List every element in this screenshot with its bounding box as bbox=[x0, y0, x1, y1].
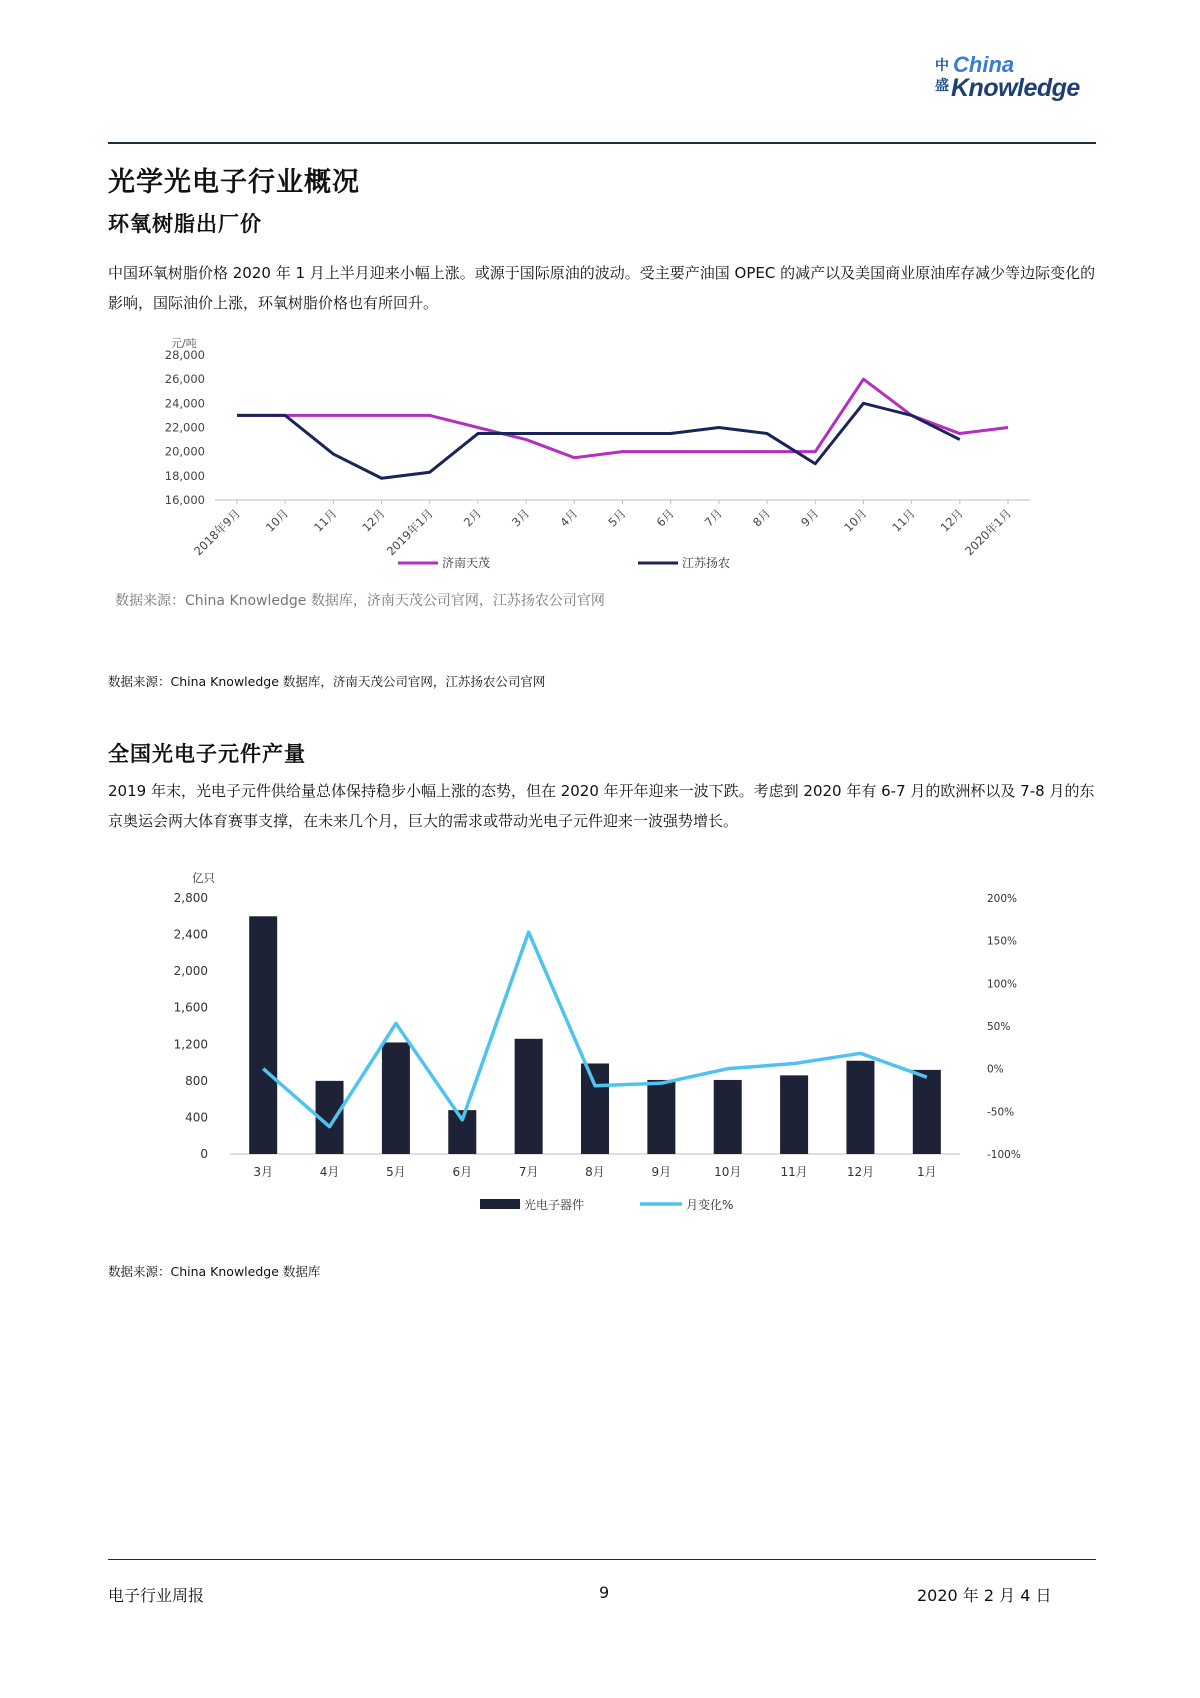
section-paragraph-epoxy: 中国环氧树脂价格 2020 年 1 月上半月迎来小幅上涨。或源于国际原油的波动。受主要产油国 OPEC 的减产以及美国商业原油库存减少等边际变化的影响，国际油价上涨，环氧树脂价格也有所回升。 bbox=[108, 264, 1096, 312]
logo-chinese-mark: 中 盛 bbox=[935, 58, 949, 94]
y-tick-label: 16,000 bbox=[164, 493, 205, 507]
legend-label: 光电子器件 bbox=[524, 1198, 585, 1212]
data-source-components: 数据来源：China Knowledge 数据库 bbox=[108, 1264, 321, 1279]
bar bbox=[647, 1080, 675, 1154]
page-title: 光学光电子行业概况 bbox=[108, 167, 360, 198]
y-tick-label: 0 bbox=[200, 1147, 208, 1161]
footer-date: 2020 年 2 月 4 日 bbox=[917, 1586, 1052, 1605]
x-tick-label: 3月 bbox=[509, 506, 533, 530]
x-tick-label: 12月 bbox=[937, 506, 966, 535]
x-tick-label: 5月 bbox=[386, 1165, 406, 1179]
y-tick-label: 28,000 bbox=[164, 348, 205, 362]
section-paragraph-components: 2019 年末，光电子元件供给量总体保持稳步小幅上涨的态势，但在 2020 年开年迎来一波下跌。考虑到 2020 年有 6-7 月的欧洲杯以及 7-8 月的东京奥运会两大体育赛事支撑，在未来几个月，巨大的需求或带动光电子元件迎来一波强势增长。 bbox=[108, 782, 1095, 830]
x-tick-label: 11月 bbox=[889, 506, 918, 535]
footer-divider bbox=[108, 1559, 1096, 1560]
y2-tick-label: 200% bbox=[987, 893, 1018, 905]
x-tick-label: 6月 bbox=[452, 1165, 473, 1179]
legend-label: 江苏扬农 bbox=[682, 556, 731, 570]
x-tick-label: 10月 bbox=[714, 1165, 742, 1179]
x-tick-label: 10月 bbox=[841, 506, 870, 535]
y-axis-unit-label: 亿只 bbox=[192, 871, 215, 885]
header-divider bbox=[108, 142, 1096, 144]
bar bbox=[249, 916, 277, 1154]
legend-label: 月变化% bbox=[686, 1198, 734, 1212]
footer-page-number: 9 bbox=[599, 1583, 610, 1602]
legend-label: 济南天茂 bbox=[442, 556, 491, 570]
x-tick-label: 1月 bbox=[916, 1165, 937, 1179]
y2-tick-label: -50% bbox=[987, 1106, 1015, 1119]
x-tick-label: 4月 bbox=[319, 1165, 340, 1179]
china-knowledge-logo bbox=[935, 52, 1095, 104]
x-tick-label: 12月 bbox=[359, 506, 388, 535]
bar bbox=[780, 1075, 808, 1154]
chart-source-note-epoxy: 数据来源：China Knowledge 数据库，济南天茂公司官网，江苏扬农公司官网 bbox=[115, 593, 605, 609]
bar bbox=[714, 1080, 742, 1154]
y2-tick-label: 50% bbox=[987, 1021, 1011, 1033]
bar bbox=[581, 1063, 609, 1154]
y-tick-label: 1,600 bbox=[173, 1000, 208, 1015]
bar bbox=[515, 1039, 543, 1154]
y-axis-unit-label: 元/吨 bbox=[171, 337, 197, 350]
y-tick-label: 2,000 bbox=[173, 964, 208, 979]
y-tick-label: 22,000 bbox=[164, 420, 205, 435]
epoxy-price-line-chart bbox=[150, 330, 1050, 585]
x-tick-label: 2018年9月 bbox=[191, 506, 244, 559]
bar bbox=[846, 1061, 874, 1154]
y-tick-label: 2,400 bbox=[173, 927, 208, 942]
x-tick-label: 2月 bbox=[460, 506, 485, 530]
y2-tick-label: 0% bbox=[987, 1063, 1004, 1076]
x-tick-label: 11月 bbox=[311, 506, 340, 535]
x-tick-label: 6月 bbox=[653, 506, 677, 530]
component-output-combo-chart bbox=[150, 858, 1050, 1218]
y2-tick-label: 100% bbox=[987, 978, 1018, 991]
x-tick-label: 5月 bbox=[605, 506, 629, 530]
x-tick-label: 4月 bbox=[557, 506, 581, 530]
x-tick-label: 2020年1月 bbox=[962, 506, 1015, 559]
x-tick-label: 8月 bbox=[585, 1165, 605, 1179]
x-tick-label: 12月 bbox=[846, 1165, 875, 1179]
y-tick-label: 400 bbox=[185, 1110, 208, 1125]
y-tick-label: 26,000 bbox=[164, 372, 205, 387]
x-tick-label: 8月 bbox=[749, 506, 774, 530]
x-tick-label: 7月 bbox=[518, 1165, 539, 1179]
x-tick-label: 7月 bbox=[701, 506, 725, 530]
y2-tick-label: 150% bbox=[987, 935, 1018, 948]
series-line-济南天茂 bbox=[237, 379, 1008, 458]
y-tick-label: 24,000 bbox=[164, 396, 205, 411]
section-heading-components: 全国光电子元件产量 bbox=[108, 742, 306, 766]
x-tick-label: 9月 bbox=[798, 506, 822, 530]
x-tick-label: 11月 bbox=[780, 1165, 808, 1179]
y-tick-label: 18,000 bbox=[164, 468, 205, 483]
legend-swatch bbox=[480, 1199, 520, 1209]
data-source-epoxy: 数据来源：China Knowledge 数据库，济南天茂公司官网，江苏扬农公司官网 bbox=[108, 674, 546, 689]
x-tick-label: 10月 bbox=[262, 506, 292, 535]
y2-tick-label: -100% bbox=[987, 1149, 1021, 1161]
y-tick-label: 2,800 bbox=[173, 891, 208, 905]
y-tick-label: 800 bbox=[185, 1073, 208, 1088]
footer-report-name: 电子行业周报 bbox=[108, 1586, 205, 1605]
x-tick-label: 2019年1月 bbox=[383, 506, 436, 559]
section-heading-epoxy: 环氧树脂出厂价 bbox=[108, 212, 262, 236]
y-tick-label: 20,000 bbox=[164, 444, 205, 459]
x-tick-label: 3月 bbox=[253, 1165, 274, 1179]
x-tick-label: 9月 bbox=[651, 1165, 672, 1179]
bar bbox=[913, 1070, 941, 1154]
bar bbox=[382, 1042, 410, 1154]
logo-line-china: China bbox=[953, 52, 1015, 77]
logo-line-knowledge: Knowledge bbox=[951, 74, 1080, 102]
y-tick-label: 1,200 bbox=[173, 1037, 208, 1052]
